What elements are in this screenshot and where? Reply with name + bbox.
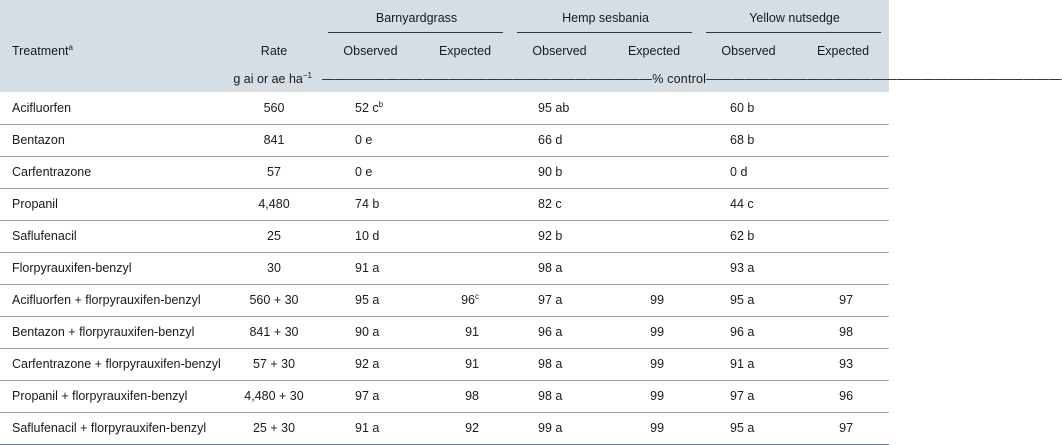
hemp-sesbania-expected-cell (608, 156, 700, 188)
yellow-nutsedge-observed-cell: 44 c (700, 188, 797, 220)
yellow-nutsedge-expected-cell (797, 92, 889, 124)
hemp-sesbania-expected-cell (608, 92, 700, 124)
barnyardgrass-observed-cell: 95 a (322, 284, 419, 316)
hemp-sesbania-expected-cell (608, 188, 700, 220)
table-row (0, 124, 889, 156)
table-row (0, 156, 889, 188)
treatment-header: Treatment$^a$ (12, 42, 73, 58)
table-row (0, 316, 889, 348)
rate-cell: 25 (226, 220, 322, 252)
barnyardgrass-observed-cell: 0 e (322, 156, 419, 188)
treatment-cell: Bentazon (0, 124, 226, 156)
table-row (0, 284, 889, 316)
yellow-nutsedge-expected-cell: 97 (797, 284, 889, 316)
rate-header: Rate (260, 44, 288, 58)
observed-header: Observed (343, 44, 398, 58)
yellow-nutsedge-observed-cell: 68 b (700, 124, 797, 156)
hemp-sesbania-expected-cell: 99 (608, 412, 700, 444)
hemp-sesbania-observed-cell: 99 a (511, 412, 608, 444)
barnyardgrass-observed-cell: 52 $c^b$ (322, 92, 419, 124)
hemp-sesbania-expected-cell: 99 (608, 348, 700, 380)
treatment-cell: Acifluorfen + florpyrauxifen-benzyl (0, 284, 226, 316)
footnote-marker: c (475, 291, 480, 301)
treatment-cell: Saflufenacil + florpyrauxifen-benzyl (0, 412, 226, 444)
barnyardgrass-observed-cell: 97 a (322, 380, 419, 412)
barnyardgrass-observed-cell: 10 d (322, 220, 419, 252)
treatment-cell: Florpyrauxifen-benzyl (0, 252, 226, 284)
treatment-cell: Propanil + florpyrauxifen-benzyl (0, 380, 226, 412)
barnyardgrass-expected-cell (419, 252, 511, 284)
rate-units: g ai or ae $ha^{-1}$ (233, 70, 312, 86)
expected-header: Expected (627, 44, 681, 58)
expected-header: Expected (438, 44, 492, 58)
group-rule (517, 32, 692, 33)
yellow-nutsedge-expected-cell: 97 (797, 412, 889, 444)
yellow-nutsedge-observed-cell: 91 a (700, 348, 797, 380)
expected-header: Expected (816, 44, 870, 58)
group-rule (328, 32, 503, 33)
treatment-cell: Acifluorfen (0, 92, 226, 124)
barnyardgrass-observed-cell: 92 a (322, 348, 419, 380)
barnyardgrass-expected-cell: 92 (419, 412, 511, 444)
barnyardgrass-observed-cell: 74 b (322, 188, 419, 220)
table-row (0, 252, 889, 284)
treatment-cell: Carfentrazone + florpyrauxifen-benzyl (0, 348, 226, 380)
hemp-sesbania-expected-cell: 99 (608, 284, 700, 316)
table-body (0, 92, 889, 444)
table-row (0, 380, 889, 412)
rate-cell: 30 (226, 252, 322, 284)
hemp-sesbania-expected-cell: 99 (608, 316, 700, 348)
yellow-nutsedge-observed-cell: 95 a (700, 284, 797, 316)
yellow-nutsedge-expected-cell: 96 (797, 380, 889, 412)
hemp-sesbania-expected-cell: 99 (608, 380, 700, 412)
rate-cell: 4,480 (226, 188, 322, 220)
rate-cell: 57 + 30 (226, 348, 322, 380)
observed-header: Observed (721, 44, 776, 58)
footnote-marker: a (68, 42, 73, 52)
observed-header: Observed (532, 44, 587, 58)
group-rule (706, 32, 881, 33)
hemp-sesbania-observed-cell: 96 a (511, 316, 608, 348)
footnote-marker: b (378, 99, 384, 109)
barnyardgrass-expected-cell (419, 92, 511, 124)
barnyardgrass-expected-cell (419, 124, 511, 156)
yellow-nutsedge-observed-cell: 0 d (700, 156, 797, 188)
rate-cell: 560 + 30 (226, 284, 322, 316)
hemp-sesbania-observed-cell: 90 b (511, 156, 608, 188)
barnyardgrass-expected-cell (419, 156, 511, 188)
yellow-nutsedge-expected-cell: 93 (797, 348, 889, 380)
yellow-nutsedge-expected-cell (797, 220, 889, 252)
rate-cell: 4,480 + 30 (226, 380, 322, 412)
percent-control-label: ——————————————————————————% control———————————————————————————— (322, 72, 1062, 86)
barnyardgrass-expected-cell: 91 (419, 316, 511, 348)
barnyardgrass-expected-cell: 96$^c$ (419, 284, 511, 316)
yellow-nutsedge-expected-cell (797, 252, 889, 284)
treatment-cell: Carfentrazone (0, 156, 226, 188)
barnyardgrass-expected-cell: 98 (419, 380, 511, 412)
yellow-nutsedge-observed-cell: 93 a (700, 252, 797, 284)
treatment-cell: Bentazon + florpyrauxifen-benzyl (0, 316, 226, 348)
treatment-cell: Propanil (0, 188, 226, 220)
barnyardgrass-expected-cell (419, 188, 511, 220)
treatment-cell: Saflufenacil (0, 220, 226, 252)
hemp-sesbania-observed-cell: 98 a (511, 252, 608, 284)
table-row (0, 220, 889, 252)
hemp-sesbania-observed-cell: 97 a (511, 284, 608, 316)
rate-cell: 560 (226, 92, 322, 124)
yellow-nutsedge-observed-cell: 97 a (700, 380, 797, 412)
barnyardgrass-expected-cell (419, 220, 511, 252)
rate-cell: 841 (226, 124, 322, 156)
hemp-sesbania-expected-cell (608, 252, 700, 284)
barnyardgrass-observed-cell: 91 a (322, 252, 419, 284)
table-row (0, 92, 889, 124)
yellow-nutsedge-expected-cell: 98 (797, 316, 889, 348)
rate-cell: 57 (226, 156, 322, 188)
hemp-sesbania-observed-cell: 95 ab (511, 92, 608, 124)
yellow-nutsedge-expected-cell (797, 156, 889, 188)
hemp-sesbania-observed-cell: 82 c (511, 188, 608, 220)
yellow-nutsedge-observed-cell: 95 a (700, 412, 797, 444)
hemp-sesbania-observed-cell: 66 d (511, 124, 608, 156)
table-row (0, 348, 889, 380)
rate-cell: 841 + 30 (226, 316, 322, 348)
hemp-sesbania-observed-cell: 92 b (511, 220, 608, 252)
barnyardgrass-observed-cell: 91 a (322, 412, 419, 444)
hemp-sesbania-expected-cell (608, 220, 700, 252)
barnyardgrass-observed-cell: 0 e (322, 124, 419, 156)
yellow-nutsedge-expected-cell (797, 188, 889, 220)
yellow-nutsedge-observed-cell: 62 b (700, 220, 797, 252)
group-header-yellow-nutsedge: Yellow nutsedge (700, 0, 889, 36)
hemp-sesbania-expected-cell (608, 124, 700, 156)
table-row (0, 412, 889, 444)
group-header-hemp-sesbania: Hemp sesbania (511, 0, 700, 36)
barnyardgrass-observed-cell: 90 a (322, 316, 419, 348)
hemp-sesbania-observed-cell: 98 a (511, 348, 608, 380)
yellow-nutsedge-observed-cell: 60 b (700, 92, 797, 124)
yellow-nutsedge-expected-cell (797, 124, 889, 156)
table-row (0, 188, 889, 220)
hemp-sesbania-observed-cell: 98 a (511, 380, 608, 412)
group-header-barnyardgrass: Barnyardgrass (322, 0, 511, 36)
rate-cell: 25 + 30 (226, 412, 322, 444)
table-header (0, 0, 1062, 92)
barnyardgrass-expected-cell: 91 (419, 348, 511, 380)
yellow-nutsedge-observed-cell: 96 a (700, 316, 797, 348)
